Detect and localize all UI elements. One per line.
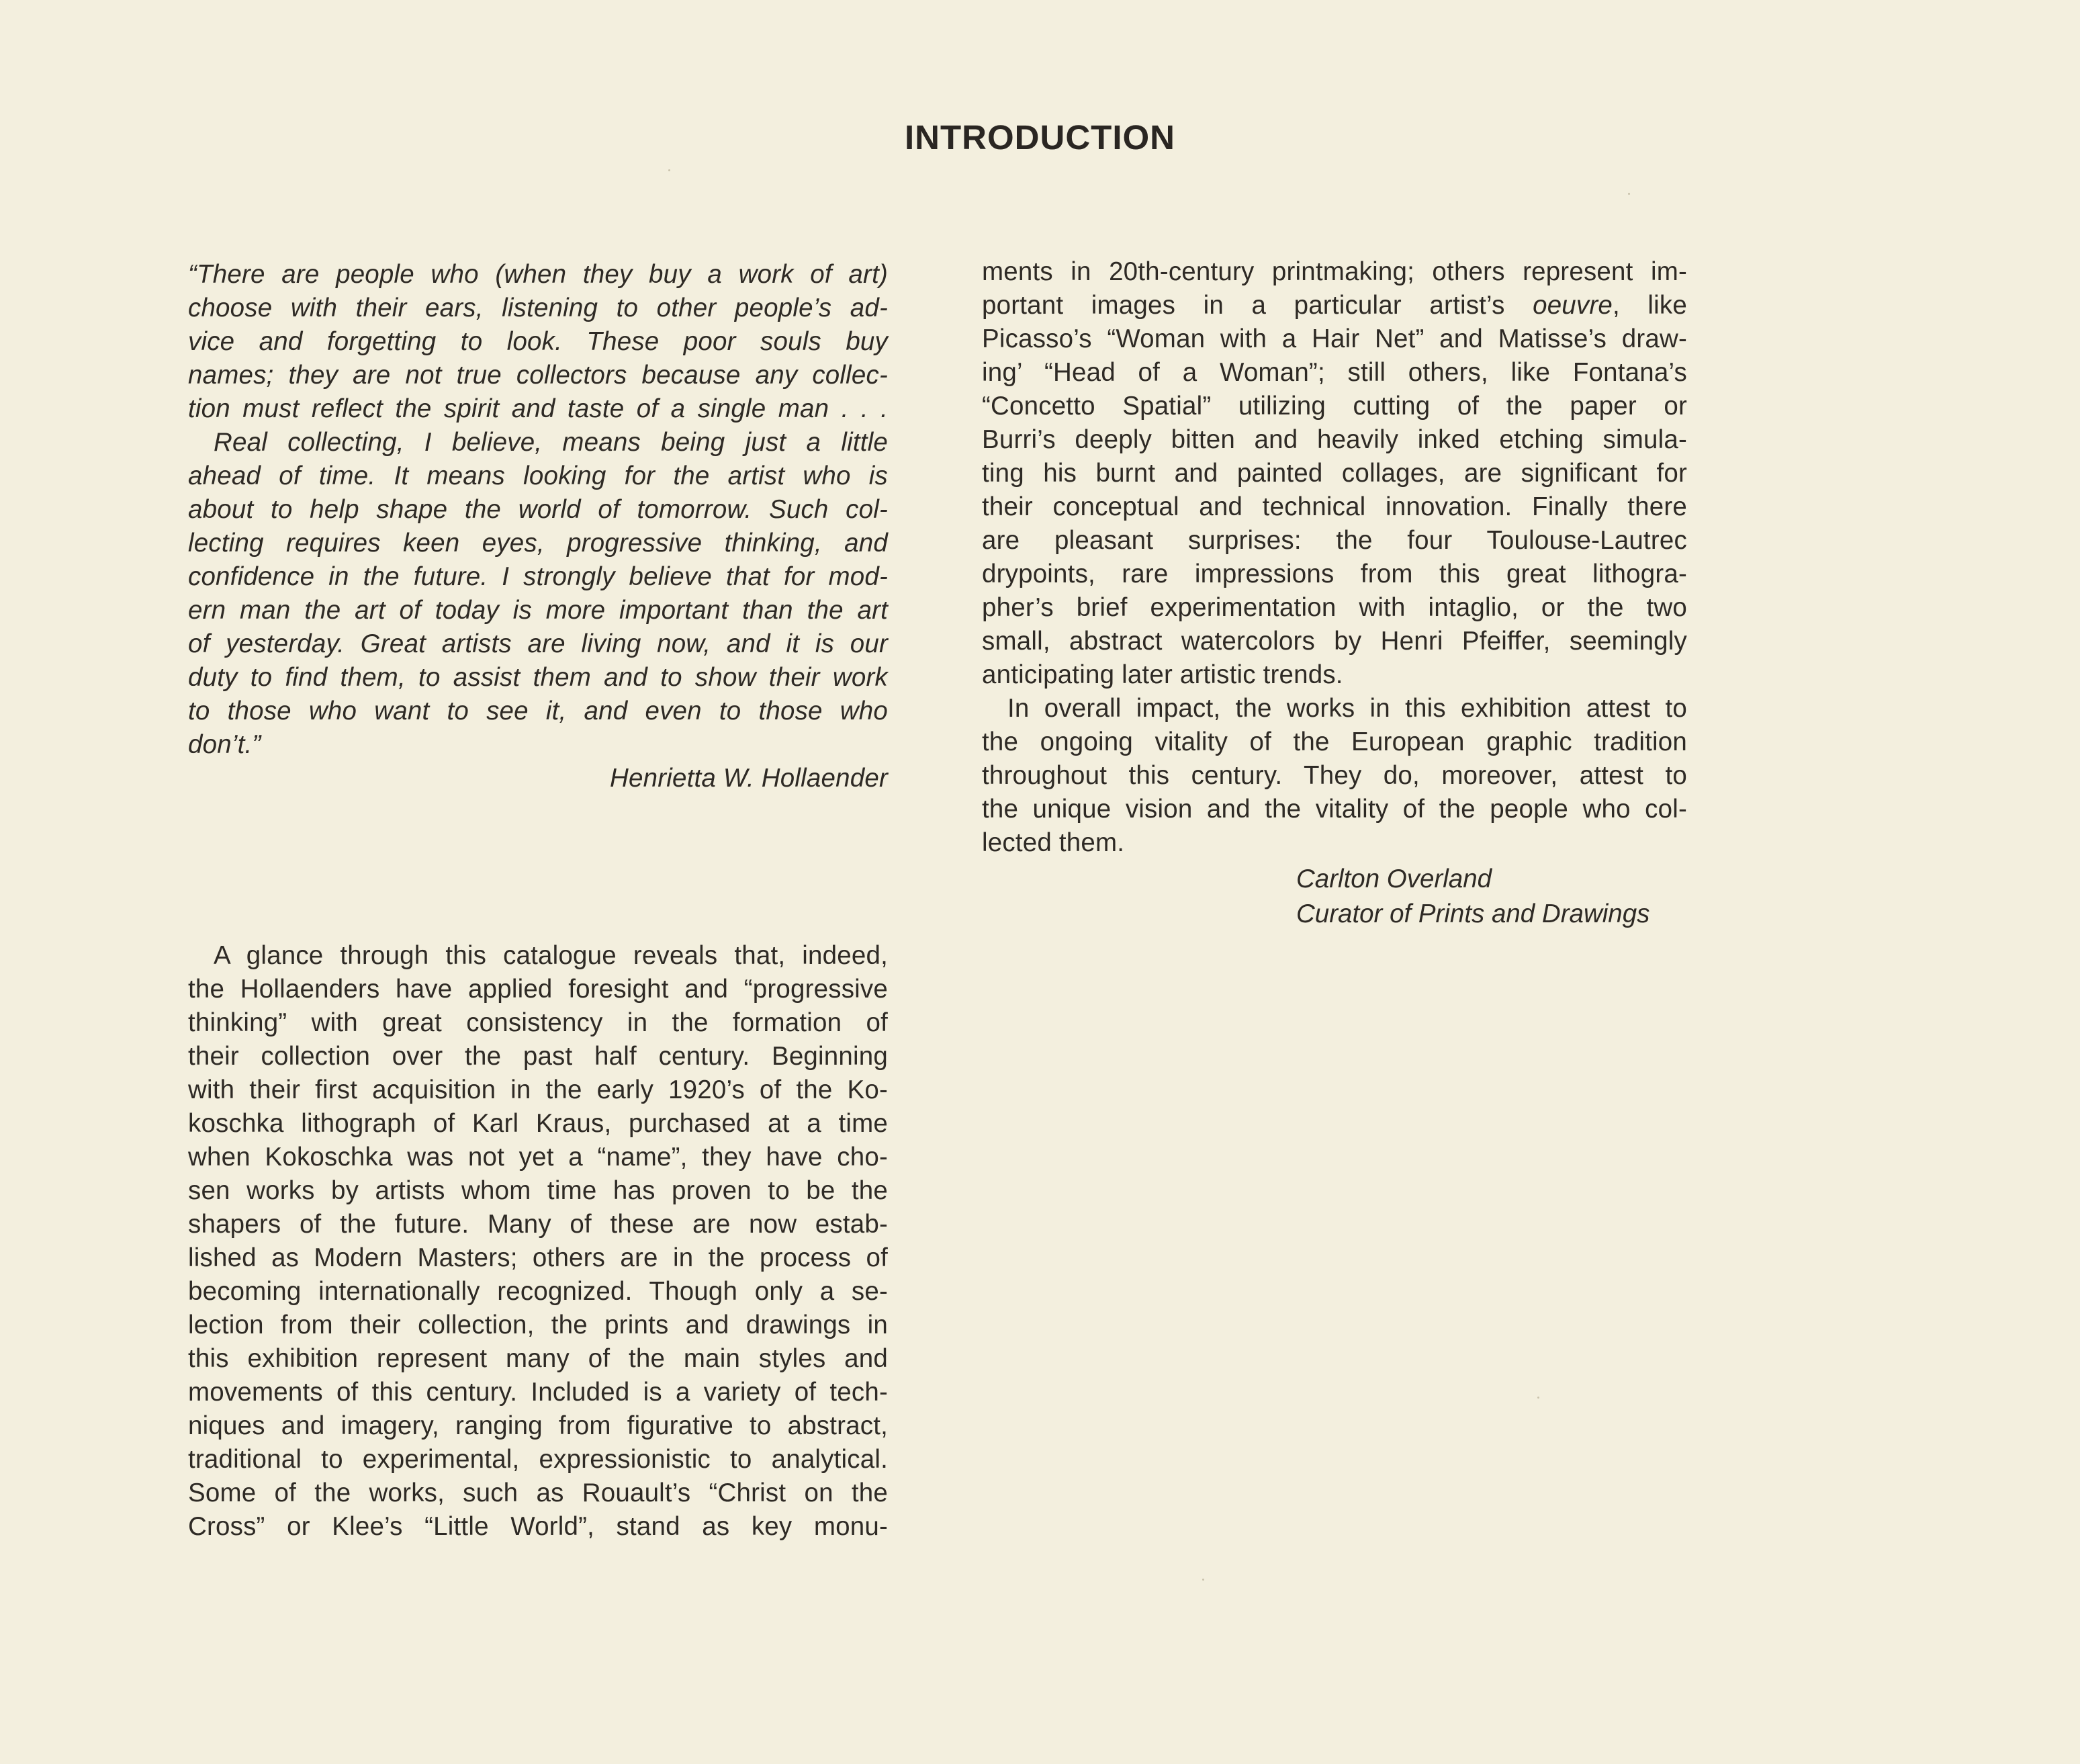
essay-line: Burri’s deeply bitten and heavily inked etching simula- [982,425,1687,454]
quote-line: duty to find them, to assist them and to show their work [188,663,888,692]
essay-line: are pleasant surprises: the four Toulouse-Lautrec [982,526,1687,555]
quote-line: “There are people who (when they buy a work of art) [188,260,888,289]
quote-line: tion must reflect the spirit and taste of a single man . . . [188,394,888,423]
essay-line: movements of this century. Included is a variety of tech- [188,1378,888,1407]
essay-line: niques and imagery, ranging from figurative to abstract, [188,1411,888,1440]
quote-line: of yesterday. Great artists are living now, and it is our [188,629,888,658]
quote-line: choose with their ears, listening to other people’s ad- [188,294,888,322]
quote-line: ahead of time. It means looking for the artist who is [188,461,888,490]
essay-line: ting his burnt and painted collages, are significant for [982,459,1687,488]
quote-line: lecting requires keen eyes, progressive thinking, and [188,529,888,558]
essay-line: Picasso’s “Woman with a Hair Net” and Matisse’s draw- [982,324,1687,353]
quote-line: confidence in the future. I strongly believe that for mod- [188,562,888,591]
epigraph-quote [188,258,888,795]
essay-line: sen works by artists whom time has proven to be the [188,1176,888,1205]
essay-line: this exhibition represent many of the main styles and [188,1344,888,1373]
essay-line: drypoints, rare impressions from this great lithogra- [982,560,1687,588]
essay-line: thinking” with great consistency in the formation of [188,1008,888,1037]
essay-line: pher’s brief experimentation with intaglio, or the two [982,593,1687,622]
essay-line: ments in 20th-century printmaking; others represent im- [982,257,1687,286]
essay-line: lished as Modern Masters; others are in the process of [188,1243,888,1272]
paper-speck [668,169,670,171]
essay-line: the Hollaenders have applied foresight and “progressive [188,975,888,1004]
page-title: INTRODUCTION [905,118,1175,157]
essay-line: their conceptual and technical innovation. Finally there [982,492,1687,521]
paper-speck [1537,1397,1539,1399]
essay-line: throughout this century. They do, moreover, attest to [982,761,1687,790]
quote-line: to those who want to see it, and even to those who [188,697,888,725]
quote-attribution: Henrietta W. Hollaender [609,764,888,793]
quote-line: Real collecting, I believe, means being just a little [214,428,888,457]
essay-right-column [982,255,1687,860]
essay-line: with their first acquisition in the early 1920’s of the Ko- [188,1075,888,1104]
essay-text: , like [1613,291,1687,320]
essay-line: ing’ “Head of a Woman”; still others, like Fontana’s [982,358,1687,387]
essay-line: the ongoing vitality of the European graphic tradition [982,727,1687,756]
quote-line: ern man the art of today is more important than the art [188,596,888,625]
essay-line: shapers of the future. Many of these are now estab- [188,1210,888,1239]
essay-line: when Kokoschka was not yet a “name”, they have cho- [188,1143,888,1172]
essay-line-oeuvre [982,289,1687,322]
paper-speck [1628,193,1630,195]
signature-block [1296,862,1649,932]
essay-line: becoming internationally recognized. Though only a se- [188,1277,888,1306]
paper-speck [1202,1579,1204,1581]
essay-line: “Concetto Spatial” utilizing cutting of the paper or [982,392,1687,421]
essay-line: the unique vision and the vitality of the people who col- [982,795,1687,824]
quote-line: names; they are not true collectors because any collec- [188,361,888,390]
quote-line: about to help shape the world of tomorrow. Such col- [188,495,888,524]
essay-line: lected them. [982,828,1125,857]
essay-line: small, abstract watercolors by Henri Pfeiffer, seemingly [982,627,1687,656]
essay-line: A glance through this catalogue reveals that, indeed, [214,941,888,970]
essay-line: koschka lithograph of Karl Kraus, purchased at a time [188,1109,888,1138]
essay-text: portant images in a particular artist’s [982,291,1533,320]
signature-role: Curator of Prints and Drawings [1296,899,1650,928]
essay-line: traditional to experimental, expressionistic to analytical. [188,1445,888,1474]
essay-line: In overall impact, the works in this exhibition attest to [1007,694,1687,723]
essay-line: lection from their collection, the prints and drawings in [188,1311,888,1339]
essay-line: anticipating later artistic trends. [982,660,1343,689]
essay-line: Some of the works, such as Rouault’s “Christ on the [188,1479,888,1507]
quote-line: don’t.” [188,730,261,759]
signature-name: Carlton Overland [1296,865,1492,893]
oeuvre-emphasis: oeuvre [1533,291,1613,320]
essay-left-column [188,939,888,1544]
essay-line: their collection over the past half century. Beginning [188,1042,888,1071]
quote-line: vice and forgetting to look. These poor souls buy [188,327,888,356]
essay-line: Cross” or Klee’s “Little World”, stand as key monu- [188,1512,888,1541]
